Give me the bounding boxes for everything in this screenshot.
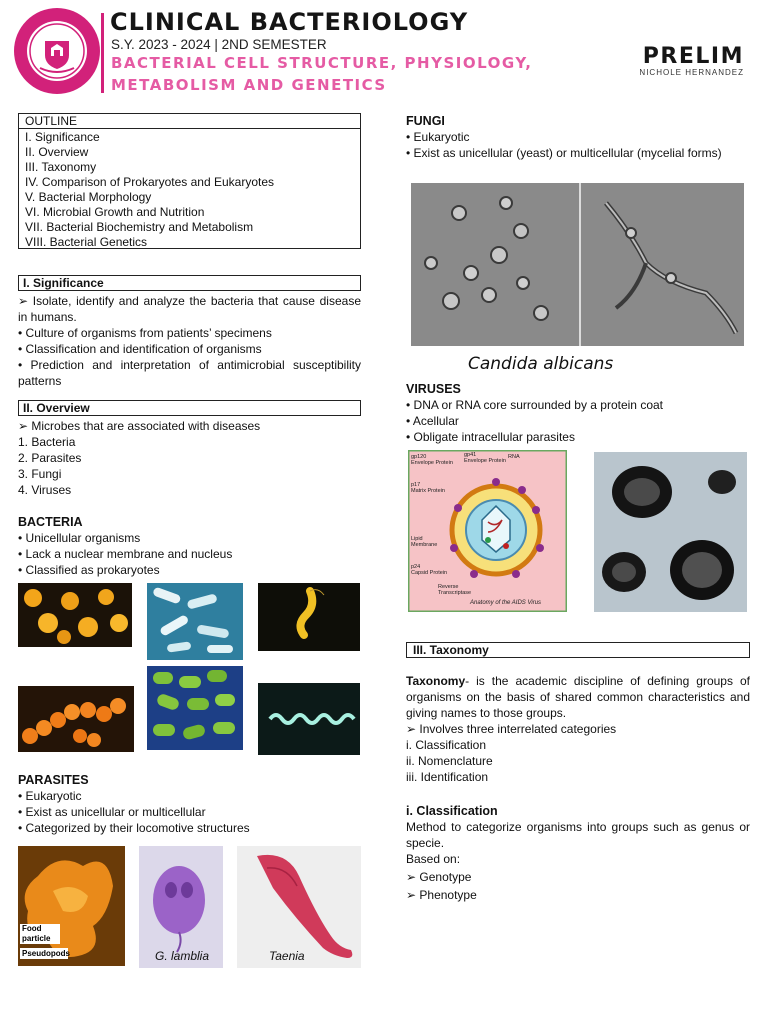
taxonomy-definition (406, 673, 750, 785)
bacteria-image-streptococci (18, 686, 134, 752)
significance-bullet: patterns (18, 374, 62, 388)
candida-micrograph (411, 183, 744, 346)
bacteria-image-curved-rod (258, 583, 360, 651)
classification-section (406, 803, 750, 903)
hiv-label-gp41: gp41 Envelope Protein (464, 452, 506, 464)
taenia-image (237, 846, 361, 968)
significance-bullet: • Prediction and interpretation of antimicrobial susceptibility (18, 358, 361, 372)
taxonomy-category: iii. Identification (406, 770, 489, 784)
university-seal-logo (14, 8, 100, 94)
overview-item: 4. Viruses (18, 483, 72, 497)
significance-heading: I. Significance (18, 275, 361, 291)
hiv-label-gp120: gp120 Envelope Protein (411, 454, 453, 466)
hiv-anatomy-diagram (408, 450, 567, 612)
hiv-label-p17: p17 Matrix Protein (411, 482, 445, 494)
overview-item: 2. Parasites (18, 451, 82, 465)
taxonomy-category: i. Classification (406, 738, 487, 752)
amoeba-label-food: Food (22, 924, 42, 933)
classification-item: ➢ Phenotype (406, 888, 477, 902)
classification-line: Method to categorize organisms into groups such as genus or (406, 820, 750, 834)
classification-line: specie. (406, 836, 445, 850)
viruses-section (406, 381, 752, 445)
taenia-caption: Taenia (269, 949, 305, 963)
outline-item: IV. Comparison of Prokaryotes and Eukaryotes (25, 175, 275, 189)
topic-line-1: BACTERIAL CELL STRUCTURE, PHYSIOLOGY, (111, 54, 533, 72)
parasites-bullet: • Eukaryotic (18, 789, 82, 803)
taxonomy-def-line: giving names to those groups. (406, 706, 567, 720)
bacteria-bullet: • Unicellular organisms (18, 531, 141, 545)
significance-line: ➢ Isolate, identify and analyze the bacteria that cause disease (18, 294, 361, 308)
taxonomy-def-line: - is the academic discipline of defining groups of (465, 674, 750, 688)
outline-item: VI. Microbial Growth and Nutrition (25, 205, 205, 219)
parasites-section (18, 772, 361, 836)
classification-based-on: Based on: (406, 852, 461, 866)
outline-box (18, 113, 361, 249)
outline-list (19, 129, 360, 250)
outline-title: OUTLINE (19, 114, 360, 129)
overview-item: 1. Bacteria (18, 435, 76, 449)
document-title: CLINICAL BACTERIOLOGY (110, 8, 469, 36)
significance-bullet: • Classification and identification of organisms (18, 342, 262, 356)
hiv-diagram-caption: Anatomy of the AIDS Virus (470, 600, 542, 606)
fungi-section (406, 113, 752, 161)
fungi-bullet: • Exist as unicellular (yeast) or multicellular (mycelial forms) (406, 146, 722, 160)
viruses-bullet: • Acellular (406, 414, 459, 428)
classification-item: ➢ Genotype (406, 870, 472, 884)
amoeba-label-pseudopods: Pseudopods (22, 949, 71, 958)
viruses-heading: VIRUSES (406, 382, 461, 396)
bacteria-image-rods-blue (147, 583, 243, 660)
overview-section (18, 400, 361, 498)
classification-heading: i. Classification (406, 804, 498, 818)
fungi-heading: FUNGI (406, 114, 445, 128)
hiv-label-rna: RNA (508, 454, 520, 460)
bacteria-image-spirochete (258, 683, 360, 755)
outline-item: II. Overview (25, 145, 89, 159)
outline-item: I. Significance (25, 130, 100, 144)
overview-heading: II. Overview (18, 400, 361, 416)
bacteria-bullet: • Classified as prokaryotes (18, 563, 160, 577)
bacteria-bullet: • Lack a nuclear membrane and nucleus (18, 547, 233, 561)
outline-item: III. Taxonomy (25, 160, 97, 174)
hiv-label-reverse-transcriptase: Reverse Transcriptase (438, 584, 472, 596)
outline-item: VIII. Bacterial Genetics (25, 235, 148, 249)
bacteria-image-rods-green (147, 666, 243, 750)
taxonomy-involves: ➢ Involves three interrelated categories (406, 722, 617, 736)
significance-line: in humans. (18, 310, 77, 324)
bacteria-section (18, 514, 361, 578)
viruses-bullet: • Obligate intracellular parasites (406, 430, 575, 444)
virus-electron-micrograph (594, 452, 747, 612)
fungi-bullet: • Eukaryotic (406, 130, 470, 144)
bacteria-heading: BACTERIA (18, 515, 83, 529)
parasites-heading: PARASITES (18, 773, 89, 787)
overview-intro: ➢ Microbes that are associated with diseases (18, 419, 261, 433)
outline-item: V. Bacterial Morphology (25, 190, 152, 204)
significance-bullet: • Culture of organisms from patients’ specimens (18, 326, 272, 340)
taxonomy-def-line: organisms on the basis of shared common characteristics and (406, 690, 750, 704)
hiv-label-lipid: Lipid Membrane (411, 536, 438, 548)
giardia-caption: G. lamblia (155, 949, 210, 963)
topic-title (111, 52, 581, 96)
candida-caption: Candida albicans (468, 354, 614, 374)
bacteria-image-cocci-yellow (18, 583, 132, 647)
overview-item: 3. Fungi (18, 467, 62, 481)
taxonomy-heading: III. Taxonomy (406, 642, 750, 658)
viruses-bullet: • DNA or RNA core surrounded by a protein coat (406, 398, 663, 412)
significance-section (18, 275, 361, 389)
parasites-bullet: • Exist as unicellular or multicellular (18, 805, 206, 819)
school-year: S.Y. 2023 - 2024 | 2ND SEMESTER (111, 37, 327, 52)
outline-item: VII. Bacterial Biochemistry and Metabolism (25, 220, 254, 234)
taxonomy-term: Taxonomy (406, 674, 466, 688)
taxonomy-section (406, 642, 750, 658)
amoeba-image (18, 846, 125, 966)
hiv-label-p24: p24 Capsid Protein (411, 564, 448, 576)
amoeba-label-particle: particle (22, 934, 51, 943)
author-name: NICHOLE HERNANDEZ (639, 68, 744, 77)
exam-label: PRELIM (642, 44, 744, 69)
giardia-image (139, 846, 223, 968)
parasites-bullet: • Categorized by their locomotive structures (18, 821, 250, 835)
topic-line-2: METABOLISM AND GENETICS (111, 76, 387, 94)
header-divider (101, 13, 104, 93)
taxonomy-category: ii. Nomenclature (406, 754, 493, 768)
